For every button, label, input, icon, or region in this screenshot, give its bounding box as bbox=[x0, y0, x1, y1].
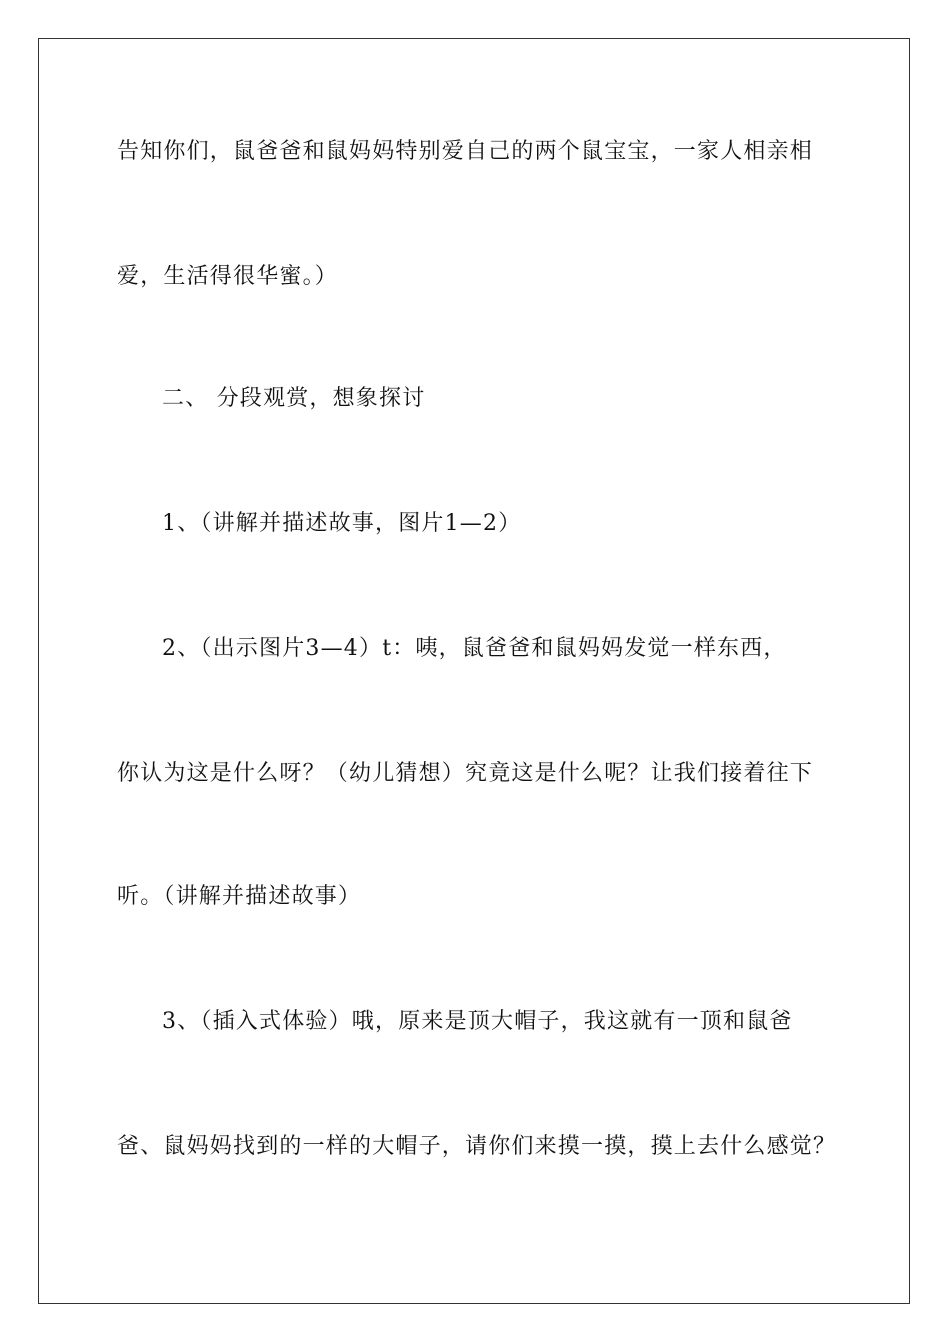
paragraph-line: 爱，生活得很华蜜。） bbox=[117, 264, 339, 289]
list-item-2: 2、（出示图片3—4）t：咦，鼠爸爸和鼠妈妈发觉一样东西， bbox=[162, 636, 787, 661]
section-heading: 二、 分段观赏，想象探讨 bbox=[162, 386, 426, 411]
page-border bbox=[38, 38, 910, 1304]
paragraph-line: 告知你们，鼠爸爸和鼠妈妈特别爱自己的两个鼠宝宝，一家人相亲相 bbox=[117, 139, 814, 164]
list-item-1: 1、（讲解并描述故事，图片1—2） bbox=[162, 511, 522, 536]
paragraph-line: 听。（讲解并描述故事） bbox=[117, 884, 362, 909]
list-item-3: 3、（插入式体验）哦，原来是顶大帽子，我这就有一顶和鼠爸 bbox=[162, 1009, 793, 1034]
paragraph-line: 爸、鼠妈妈找到的一样的大帽子，请你们来摸一摸，摸上去什么感觉？ bbox=[117, 1134, 837, 1159]
paragraph-line: 你认为这是什么呀？（幼儿猜想）究竟这是什么呢？让我们接着往下 bbox=[117, 761, 814, 786]
